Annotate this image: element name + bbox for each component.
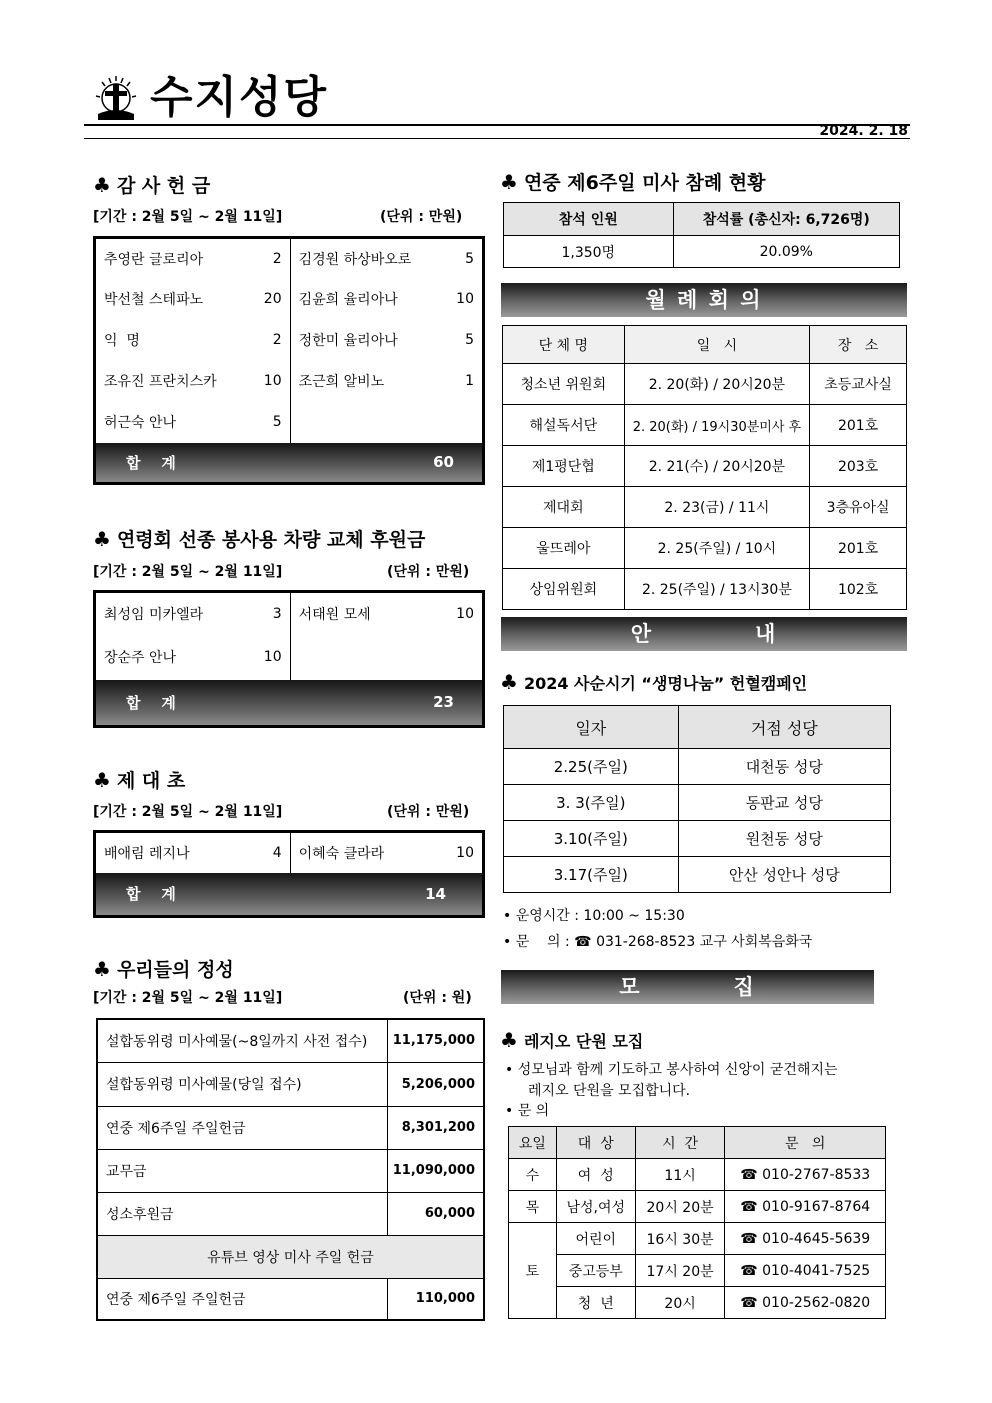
table-row bbox=[95, 279, 484, 320]
legio-target: 어린이 bbox=[556, 1223, 635, 1255]
attendance-rate: 20.09% bbox=[673, 236, 899, 268]
meeting-time: 2. 20(화) / 19시30분미사 후 bbox=[624, 405, 810, 446]
donor-amount: 5 bbox=[465, 332, 474, 348]
legio-day: 수 bbox=[509, 1159, 557, 1191]
club-icon: ♣ bbox=[500, 670, 518, 694]
table-row bbox=[509, 1287, 886, 1319]
legio-phone: ☎ 010-4645-5639 bbox=[725, 1223, 886, 1255]
altar-title: ♣ 제 대 초 bbox=[93, 768, 186, 792]
legio-time: 11시 bbox=[635, 1159, 725, 1191]
campaign-church: 원천동 성당 bbox=[678, 821, 890, 857]
total-value: 14 bbox=[290, 873, 483, 917]
total-value: 60 bbox=[290, 443, 483, 484]
donor-name: 김윤희 율리아나 bbox=[298, 292, 398, 308]
offering-label: 성소후원금 bbox=[97, 1192, 387, 1235]
table-row bbox=[503, 405, 907, 446]
club-icon: ♣ bbox=[93, 173, 111, 197]
donor-name: 서태원 모세 bbox=[298, 606, 371, 623]
donor-name: 이혜숙 클라라 bbox=[298, 845, 385, 862]
thanks-table bbox=[93, 236, 485, 485]
group-name: 상임위원회 bbox=[503, 569, 625, 610]
table-header-row bbox=[509, 1127, 886, 1159]
table-row bbox=[504, 236, 900, 268]
donor-name bbox=[290, 635, 437, 680]
legio-title: ♣ 레지오 단원 모집 bbox=[500, 1028, 644, 1052]
donor-amount: 2 bbox=[243, 320, 290, 361]
campaign-date: 3.10(주일) bbox=[504, 821, 679, 857]
column-header: 대 상 bbox=[556, 1127, 635, 1159]
table-row bbox=[503, 528, 907, 569]
vehicle-table bbox=[93, 590, 485, 728]
offerings-unit: (단위 : 원) bbox=[403, 990, 472, 1006]
offering-amount: 60,000 bbox=[387, 1192, 484, 1235]
donor-name: 조근희 알비노 bbox=[298, 374, 385, 390]
total-row bbox=[95, 443, 484, 484]
table-row bbox=[97, 1062, 484, 1106]
page-title: 수지성당 bbox=[150, 72, 329, 123]
donor-amount bbox=[437, 402, 484, 443]
offerings-title: ♣ 우리들의 정성 bbox=[93, 957, 234, 981]
campaign-title: ♣ 2024 사순시기 “생명나눔” 헌혈캠페인 bbox=[500, 670, 808, 694]
legio-target: 남성,여성 bbox=[556, 1191, 635, 1223]
table-row bbox=[509, 1191, 886, 1223]
donor-amount: 2 bbox=[243, 238, 290, 279]
meeting-place: 201호 bbox=[810, 528, 907, 569]
column-header: 일자 bbox=[504, 706, 679, 749]
donor-amount: 10 bbox=[456, 605, 474, 622]
thanks-period: [기간 : 2월 5일 ~ 2월 11일] bbox=[93, 209, 283, 225]
offerings-table bbox=[96, 1018, 485, 1321]
column-header: 요일 bbox=[509, 1127, 557, 1159]
group-name: 해설독서단 bbox=[503, 405, 625, 446]
column-header: 일 시 bbox=[624, 326, 810, 364]
legio-target: 중고등부 bbox=[556, 1255, 635, 1287]
campaign-date: 3.17(주일) bbox=[504, 857, 679, 893]
table-row bbox=[95, 361, 484, 402]
offering-amount: 11,175,000 bbox=[387, 1019, 484, 1062]
table-row bbox=[503, 569, 907, 610]
altar-period: [기간 : 2월 5일 ~ 2월 11일] bbox=[93, 804, 283, 820]
attendance-title: ♣ 연중 제6주일 미사 참례 현황 bbox=[500, 170, 766, 194]
donor-name: 최성임 미카엘라 bbox=[104, 606, 204, 623]
table-row bbox=[503, 364, 907, 405]
donor-name: 허근숙 안나 bbox=[104, 415, 177, 431]
thanks-title: ♣ 감 사 헌 금 bbox=[93, 173, 211, 197]
meeting-place: 초등교사실 bbox=[810, 364, 907, 405]
header-rule bbox=[84, 124, 910, 126]
club-icon: ♣ bbox=[93, 768, 111, 792]
table-row bbox=[503, 446, 907, 487]
table-row bbox=[509, 1223, 886, 1255]
group-name: 청소년 위원회 bbox=[503, 364, 625, 405]
donor-amount: 10 bbox=[243, 361, 290, 402]
table-row bbox=[97, 1192, 484, 1235]
donor-amount: 10 bbox=[456, 291, 474, 307]
legio-phone: ☎ 010-9167-8764 bbox=[725, 1191, 886, 1223]
total-label: 합 계 bbox=[95, 680, 291, 727]
group-name: 제대회 bbox=[503, 487, 625, 528]
table-row bbox=[504, 821, 891, 857]
church-logo-icon bbox=[92, 68, 140, 124]
campaign-table bbox=[503, 705, 891, 893]
offering-label: 연중 제6주일 주일헌금 bbox=[97, 1106, 387, 1149]
column-header: 단 체 명 bbox=[503, 326, 625, 364]
campaign-church: 안산 성안나 성당 bbox=[678, 857, 890, 893]
vehicle-title: ♣ 연령회 선종 봉사용 차량 교체 후원금 bbox=[93, 527, 426, 551]
table-row bbox=[504, 785, 891, 821]
legio-time: 17시 20분 bbox=[635, 1255, 725, 1287]
youtube-row bbox=[97, 1235, 484, 1278]
donor-amount: 10 bbox=[243, 635, 290, 680]
legio-time: 20시 20분 bbox=[635, 1191, 725, 1223]
meeting-time: 2. 20(화) / 20시20분 bbox=[624, 364, 810, 405]
club-icon: ♣ bbox=[500, 1028, 518, 1052]
total-value: 23 bbox=[290, 680, 483, 727]
donor-name: 추영란 글로리아 bbox=[104, 251, 204, 268]
table-row bbox=[509, 1255, 886, 1287]
offering-label: 연중 제6주일 주일헌금 bbox=[97, 1278, 387, 1320]
legio-day: 목 bbox=[509, 1191, 557, 1223]
legio-table bbox=[508, 1126, 886, 1319]
table-row bbox=[97, 1149, 484, 1192]
meetings-table bbox=[502, 325, 907, 610]
meeting-place: 3층유아실 bbox=[810, 487, 907, 528]
donor-amount: 5 bbox=[465, 250, 474, 267]
legio-time: 20시 bbox=[635, 1287, 725, 1319]
thanks-unit: (단위 : 만원) bbox=[380, 209, 463, 225]
offerings-period: [기간 : 2월 5일 ~ 2월 11일] bbox=[93, 990, 283, 1006]
donor-amount: 10 bbox=[456, 844, 474, 861]
donor-name: 정한미 율리아나 bbox=[298, 333, 398, 349]
meeting-place: 203호 bbox=[810, 446, 907, 487]
donor-amount: 4 bbox=[243, 832, 290, 873]
meetings-band: 월 례 회 의 bbox=[501, 283, 907, 317]
table-row bbox=[97, 1019, 484, 1062]
table-row bbox=[95, 635, 484, 680]
vehicle-period: [기간 : 2월 5일 ~ 2월 11일] bbox=[93, 564, 283, 580]
donor-name: 익 명 bbox=[104, 333, 140, 349]
campaign-contact: • 문 의 : ☎ 031-268-8523 교구 사회복음화국 bbox=[503, 934, 813, 950]
band-text: 안 bbox=[630, 622, 653, 646]
issue-date: 2024. 2. 18 bbox=[819, 123, 908, 139]
meeting-place: 102호 bbox=[810, 569, 907, 610]
recruit-band bbox=[501, 970, 874, 1004]
offering-amount: 8,301,200 bbox=[387, 1106, 484, 1149]
campaign-church: 동판교 성당 bbox=[678, 785, 890, 821]
column-header: 거점 성당 bbox=[678, 706, 890, 749]
table-row bbox=[503, 487, 907, 528]
table-row bbox=[95, 238, 484, 279]
meeting-place: 201호 bbox=[810, 405, 907, 446]
band-text: 내 bbox=[755, 622, 778, 646]
group-name: 제1평단협 bbox=[503, 446, 625, 487]
donor-name bbox=[290, 402, 437, 443]
club-icon: ♣ bbox=[500, 170, 518, 194]
table-row bbox=[504, 857, 891, 893]
table-header-row bbox=[504, 203, 900, 236]
legio-description: • 성모님과 함께 기도하고 봉사하여 신앙이 굳건해지는 bbox=[505, 1062, 838, 1078]
offering-amount: 11,090,000 bbox=[387, 1149, 484, 1192]
table-row bbox=[95, 832, 484, 873]
notice-band bbox=[501, 617, 907, 651]
donor-name: 조유진 프란치스카 bbox=[104, 374, 217, 390]
column-header: 참석률 (총신자: 6,726명) bbox=[673, 203, 899, 236]
table-header-row bbox=[503, 326, 907, 364]
group-name: 울뜨레아 bbox=[503, 528, 625, 569]
campaign-date: 3. 3(주일) bbox=[504, 785, 679, 821]
donor-name: 박선철 스테파노 bbox=[104, 292, 204, 308]
donor-amount: 1 bbox=[465, 373, 474, 389]
donor-amount bbox=[437, 635, 484, 680]
meeting-time: 2. 23(금) / 11시 bbox=[624, 487, 810, 528]
legio-contact-label: • 문 의 bbox=[505, 1103, 550, 1119]
offering-label: 설합동위령 미사예물(~8일까지 사전 접수) bbox=[97, 1019, 387, 1062]
legio-description-cont: 레지오 단원을 모집합니다. bbox=[528, 1083, 691, 1099]
meeting-time: 2. 25(주일) / 13시30분 bbox=[624, 569, 810, 610]
header-rule-bottom bbox=[84, 138, 910, 139]
offering-amount: 5,206,000 bbox=[387, 1062, 484, 1106]
legio-day: 토 bbox=[509, 1223, 557, 1319]
donor-name: 장순주 안나 bbox=[104, 650, 177, 666]
campaign-hours: • 운영시간 : 10:00 ~ 15:30 bbox=[503, 908, 685, 924]
youtube-offering-header: 유튜브 영상 미사 주일 헌금 bbox=[97, 1235, 484, 1278]
table-row bbox=[95, 402, 484, 443]
meeting-time: 2. 21(수) / 20시20분 bbox=[624, 446, 810, 487]
altar-unit: (단위 : 만원) bbox=[387, 804, 470, 820]
legio-time: 16시 30분 bbox=[635, 1223, 725, 1255]
attendance-count: 1,350명 bbox=[504, 236, 674, 268]
band-text: 모 bbox=[619, 975, 642, 999]
column-header: 시 간 bbox=[635, 1127, 725, 1159]
column-header: 참석 인원 bbox=[504, 203, 674, 236]
column-header: 장 소 bbox=[810, 326, 907, 364]
column-header: 문 의 bbox=[725, 1127, 886, 1159]
table-row bbox=[95, 320, 484, 361]
vehicle-unit: (단위 : 만원) bbox=[387, 564, 470, 580]
meeting-time: 2. 25(주일) / 10시 bbox=[624, 528, 810, 569]
band-text: 집 bbox=[733, 975, 756, 999]
club-icon: ♣ bbox=[93, 527, 111, 551]
legio-phone: ☎ 010-2767-8533 bbox=[725, 1159, 886, 1191]
donor-amount: 20 bbox=[243, 279, 290, 320]
table-row bbox=[504, 749, 891, 785]
table-header-row bbox=[504, 706, 891, 749]
donor-name: 배애림 레지나 bbox=[104, 845, 190, 862]
donor-amount: 5 bbox=[243, 402, 290, 443]
table-row bbox=[509, 1159, 886, 1191]
legio-phone: ☎ 010-4041-7525 bbox=[725, 1255, 886, 1287]
offering-amount: 110,000 bbox=[387, 1278, 484, 1320]
offering-label: 설합동위령 미사예물(당일 접수) bbox=[97, 1062, 387, 1106]
total-label: 합 계 bbox=[95, 443, 291, 484]
donor-amount: 3 bbox=[243, 592, 290, 635]
altar-table bbox=[93, 830, 485, 918]
legio-target: 여 성 bbox=[556, 1159, 635, 1191]
table-row bbox=[95, 592, 484, 635]
table-row bbox=[97, 1106, 484, 1149]
total-label: 합 계 bbox=[95, 873, 291, 917]
attendance-table bbox=[503, 202, 900, 268]
campaign-date: 2.25(주일) bbox=[504, 749, 679, 785]
table-row bbox=[97, 1278, 484, 1320]
legio-target: 청 년 bbox=[556, 1287, 635, 1319]
legio-phone: ☎ 010-2562-0820 bbox=[725, 1287, 886, 1319]
campaign-church: 대천동 성당 bbox=[678, 749, 890, 785]
offering-label: 교무금 bbox=[97, 1149, 387, 1192]
donor-name: 김경원 하상바오로 bbox=[298, 251, 412, 268]
club-icon: ♣ bbox=[93, 957, 111, 981]
total-row bbox=[95, 873, 484, 917]
total-row bbox=[95, 680, 484, 727]
